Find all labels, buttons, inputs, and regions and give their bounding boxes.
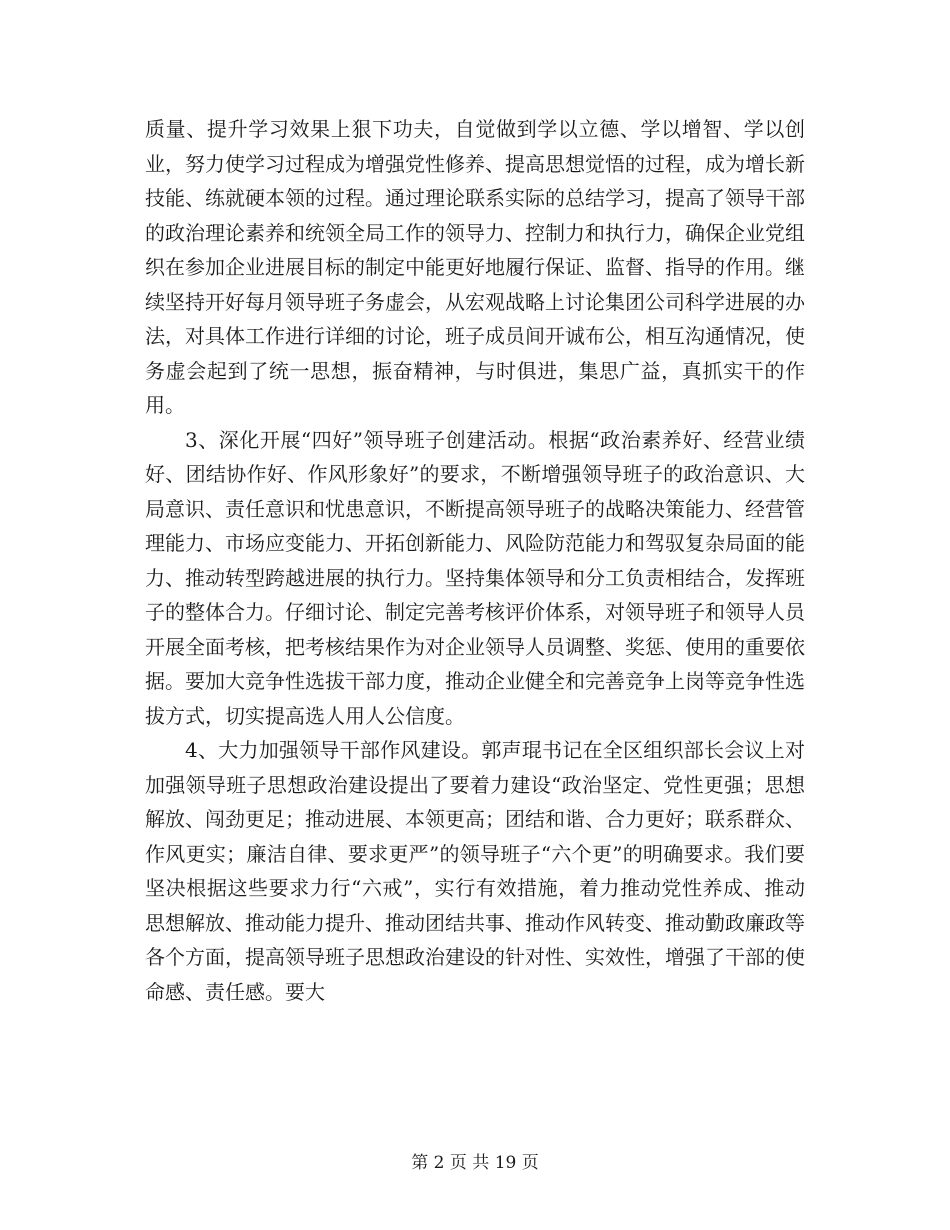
paragraph-section-3: 3、深化开展“四好”领导班子创建活动。根据“政治素养好、经营业绩好、团结协作好、作风形象好”的要求，不断增强领导班子的政治意识、大局意识、责任意识和忧患意识，不断提高领导班子的战略决策能力、经营管理能力、市场应变能力、开拓创新能力、风险防范能力和驾驭复杂局面的能力、推动转型跨越进展的执行力。坚持集体领导和分工负责相结合，发挥班子的整体合力。仔细讨论、制定完善考核评价体系，对领导班子和领导人员开展全面考核，把考核结果作为对企业领导人员调整、奖惩、使用的重要依据。要加大竞争性选拔干部力度，推动企业健全和完善竞争上岗等竞争性选拔方式，切实提高选人用人公信度。: [145, 427, 805, 728]
document-body: [145, 112, 805, 1009]
paragraph-continuation: 质量、提升学习效果上狠下功夫，自觉做到学以立德、学以增智、学以创业，努力使学习过程成为增强党性修养、提高思想觉悟的过程，成为增长新技能、练就硬本领的过程。通过理论联系实际的总结学习，提高了领导干部的政治理论素养和统领全局工作的领导力、控制力和执行力，确保企业党组织在参加企业进展目标的制定中能更好地履行保证、监督、指导的作用。继续坚持开好每月领导班子务虚会，从宏观战略上讨论集团公司科学进展的办法，对具体工作进行详细的讨论，班子成员间开诚布公，相互沟通情况，使务虚会起到了统一思想，振奋精神，与时俱进，集思广益，真抓实干的作用。: [145, 117, 805, 417]
page-number-footer: 第 2 页 共 19 页: [411, 1153, 539, 1173]
paragraph-section-4: 4、大力加强领导干部作风建设。郭声琨书记在全区组织部长会议上对加强领导班子思想政治建设提出了要着力建设“政治坚定、党性更强；思想解放、闯劲更足；推动进展、本领更高；团结和谐、合力更好；联系群众、作风更实；廉洁自律、要求更严”的领导班子“六个更”的明确要求。我们要坚决根据这些要求力行“六戒”，实行有效措施，着力推动党性养成、推动思想解放、推动能力提升、推动团结共事、推动作风转变、推动勤政廉政等各个方面，提高领导班子思想政治建设的针对性、实效性，增强了干部的使命感、责任感。要大: [145, 738, 805, 1004]
